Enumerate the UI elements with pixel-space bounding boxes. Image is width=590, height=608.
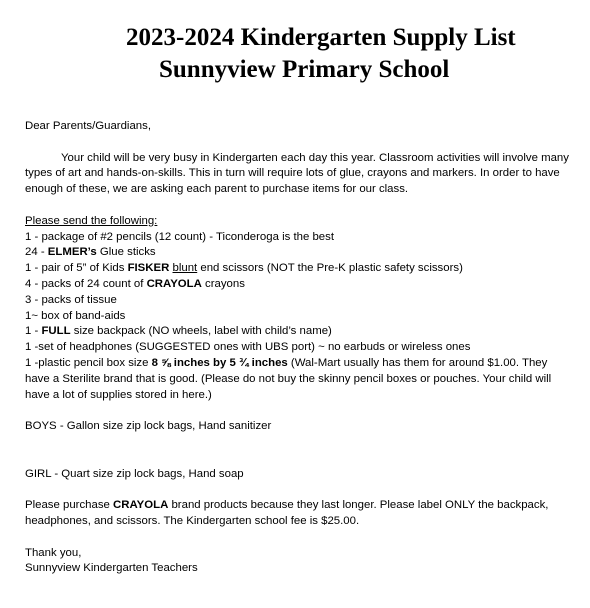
brand-name: CRAYOLA [146, 277, 202, 290]
closing-paragraph [25, 498, 570, 530]
girl-items: GIRL - Quart size zip lock bags, Hand soap [25, 467, 244, 480]
intro-paragraph: Your child will be very busy in Kindergarten each day this year. Classroom activities will involve many types of art and hands-on-skills. This in turn will require lots of glue, crayons and markers. In order to have enough of these, we are asking each parent to purchase items for our class. [25, 151, 569, 196]
brand-name: ELMER’s [47, 246, 97, 259]
list-item [25, 293, 570, 309]
item-text: size backpack (NO wheels, label with child’s name) [70, 325, 332, 338]
item-text: 1 - pair of 5” of Kids [25, 262, 128, 275]
spacer [25, 135, 570, 151]
item-text: 24 - [25, 246, 48, 259]
list-heading: Please send the following: [25, 214, 158, 227]
emphasis-text: FULL [41, 325, 71, 338]
item-text: end scissors (NOT the Pre-K plastic safety scissors) [197, 262, 463, 275]
spacer [25, 403, 570, 419]
spacer [25, 198, 570, 214]
spacer [25, 482, 570, 498]
item-text: 1 -plastic pencil box size [25, 356, 152, 369]
spacer [25, 530, 570, 546]
school-name: Sunnyview Primary School [159, 56, 450, 83]
emphasis-text: blunt [172, 262, 198, 275]
emphasis-text: 8 ⅝ inches by 5 ¾ inches [151, 356, 288, 369]
list-item [25, 261, 570, 277]
item-text: (Wal-Mart usually has them for around $1.00. They have a Sterilite brand that is good. (Please do not buy the skinny pencil boxes or pouches. Your child will have a lot of supplies stored in here.) [25, 356, 552, 401]
list-item [25, 309, 570, 325]
greeting: Dear Parents/Guardians, [25, 120, 151, 132]
closing-text: Please purchase [25, 499, 114, 512]
item-text: crayons [201, 277, 245, 290]
list-item [25, 245, 570, 261]
signature: Sunnyview Kindergarten Teachers [25, 562, 198, 575]
letter-body [25, 119, 570, 577]
item-text: 1 - [25, 325, 42, 338]
item-text: 4 - packs of 24 count of [25, 277, 147, 290]
spacer [25, 435, 570, 467]
sign-off: Thank you, [25, 546, 82, 559]
closing-text: brand products because they last longer. Please label ONLY the backpack, headphones, and scissors. The Kindergarten school fee is $25.00. [25, 499, 549, 527]
brand-name: FISKER [127, 262, 170, 275]
list-item [25, 277, 570, 293]
item-text: 1~ box of band-aids [25, 309, 126, 322]
item-text: 1 - package of #2 pencils (12 count) - Ticonderoga is the best [25, 230, 334, 243]
list-item [25, 356, 570, 403]
list-item [25, 230, 570, 246]
list-item [25, 324, 570, 340]
item-text: 3 - packs of tissue [25, 293, 117, 306]
brand-name: CRAYOLA [113, 499, 169, 512]
item-text: Glue sticks [96, 246, 156, 259]
boys-items: BOYS - Gallon size zip lock bags, Hand sanitizer [25, 420, 272, 433]
list-item [25, 340, 570, 356]
item-text: 1 -set of headphones (SUGGESTED ones with UBS port) ~ no earbuds or wireless ones [25, 341, 471, 354]
document-title: 2023-2024 Kindergarten Supply List [126, 24, 516, 51]
